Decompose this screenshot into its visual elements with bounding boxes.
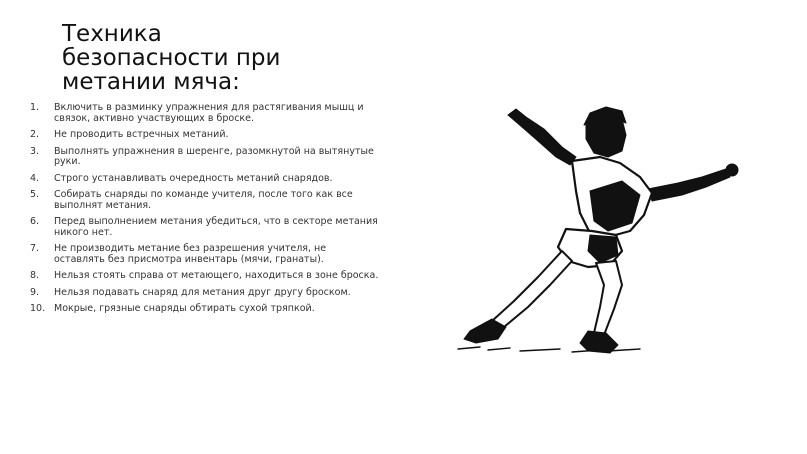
list-item bbox=[30, 271, 380, 282]
list-item-text: Нельзя стоять справа от метающего, находиться в зоне броска. bbox=[54, 270, 379, 281]
list-item-text: Мокрые, грязные снаряды обтирать сухой тряпкой. bbox=[54, 303, 315, 314]
list-item-text: Выполнять упражнения в шеренге, разомкнутой на вытянутые руки. bbox=[54, 145, 374, 167]
list-item bbox=[30, 190, 380, 211]
list-item-text: Строго устанавливать очередность метаний снарядов. bbox=[54, 172, 333, 184]
list-item-number: 10. bbox=[30, 303, 46, 314]
slide-title-line-3: метании мяча: bbox=[62, 69, 240, 95]
slide-title-line-2: безопасности при bbox=[62, 45, 281, 71]
forward-arm bbox=[648, 169, 730, 201]
list-item bbox=[30, 304, 380, 315]
list-item bbox=[30, 217, 380, 238]
list-item-text: Не проводить встречных метаний. bbox=[54, 129, 229, 140]
list-item bbox=[30, 130, 380, 141]
list-item bbox=[30, 244, 380, 265]
slide-title-line-1: Техника bbox=[62, 21, 162, 47]
list-item-text: Нельзя подавать снаряд для метания друг другу броском. bbox=[54, 286, 351, 298]
ball-thrower-illustration-icon bbox=[440, 95, 750, 375]
front-leg bbox=[594, 261, 622, 335]
list-item-number: 9. bbox=[30, 286, 40, 298]
list-item-number: 5. bbox=[30, 189, 40, 200]
back-leg bbox=[492, 251, 572, 327]
list-item bbox=[30, 288, 380, 299]
list-item-number: 7. bbox=[30, 243, 40, 254]
list-item-number: 3. bbox=[30, 145, 40, 157]
list-item-number: 1. bbox=[30, 102, 40, 113]
safety-rules-list bbox=[30, 103, 380, 321]
list-item-text: Перед выполнением метания убедиться, что в секторе метания никого нет. bbox=[54, 216, 378, 238]
list-item bbox=[30, 103, 380, 124]
list-item-text: Включить в разминку упражнения для растягивания мышц и связок, активно участвующих в броске. bbox=[54, 102, 364, 124]
list-item-number: 4. bbox=[30, 172, 40, 184]
front-shoe bbox=[580, 331, 618, 353]
raised-arm bbox=[508, 109, 576, 165]
list-item-number: 8. bbox=[30, 270, 40, 281]
slide-title bbox=[62, 22, 382, 94]
list-item bbox=[30, 147, 380, 168]
list-item bbox=[30, 174, 380, 185]
list-item-text: Собирать снаряды по команде учителя, после того как все выполнят метания. bbox=[54, 189, 353, 211]
list-item-number: 2. bbox=[30, 129, 40, 140]
list-item-number: 6. bbox=[30, 216, 40, 227]
list-item-text: Не производить метание без разрешения учителя, не оставлять без присмотра инвентарь (мячи, гранаты). bbox=[54, 243, 327, 265]
